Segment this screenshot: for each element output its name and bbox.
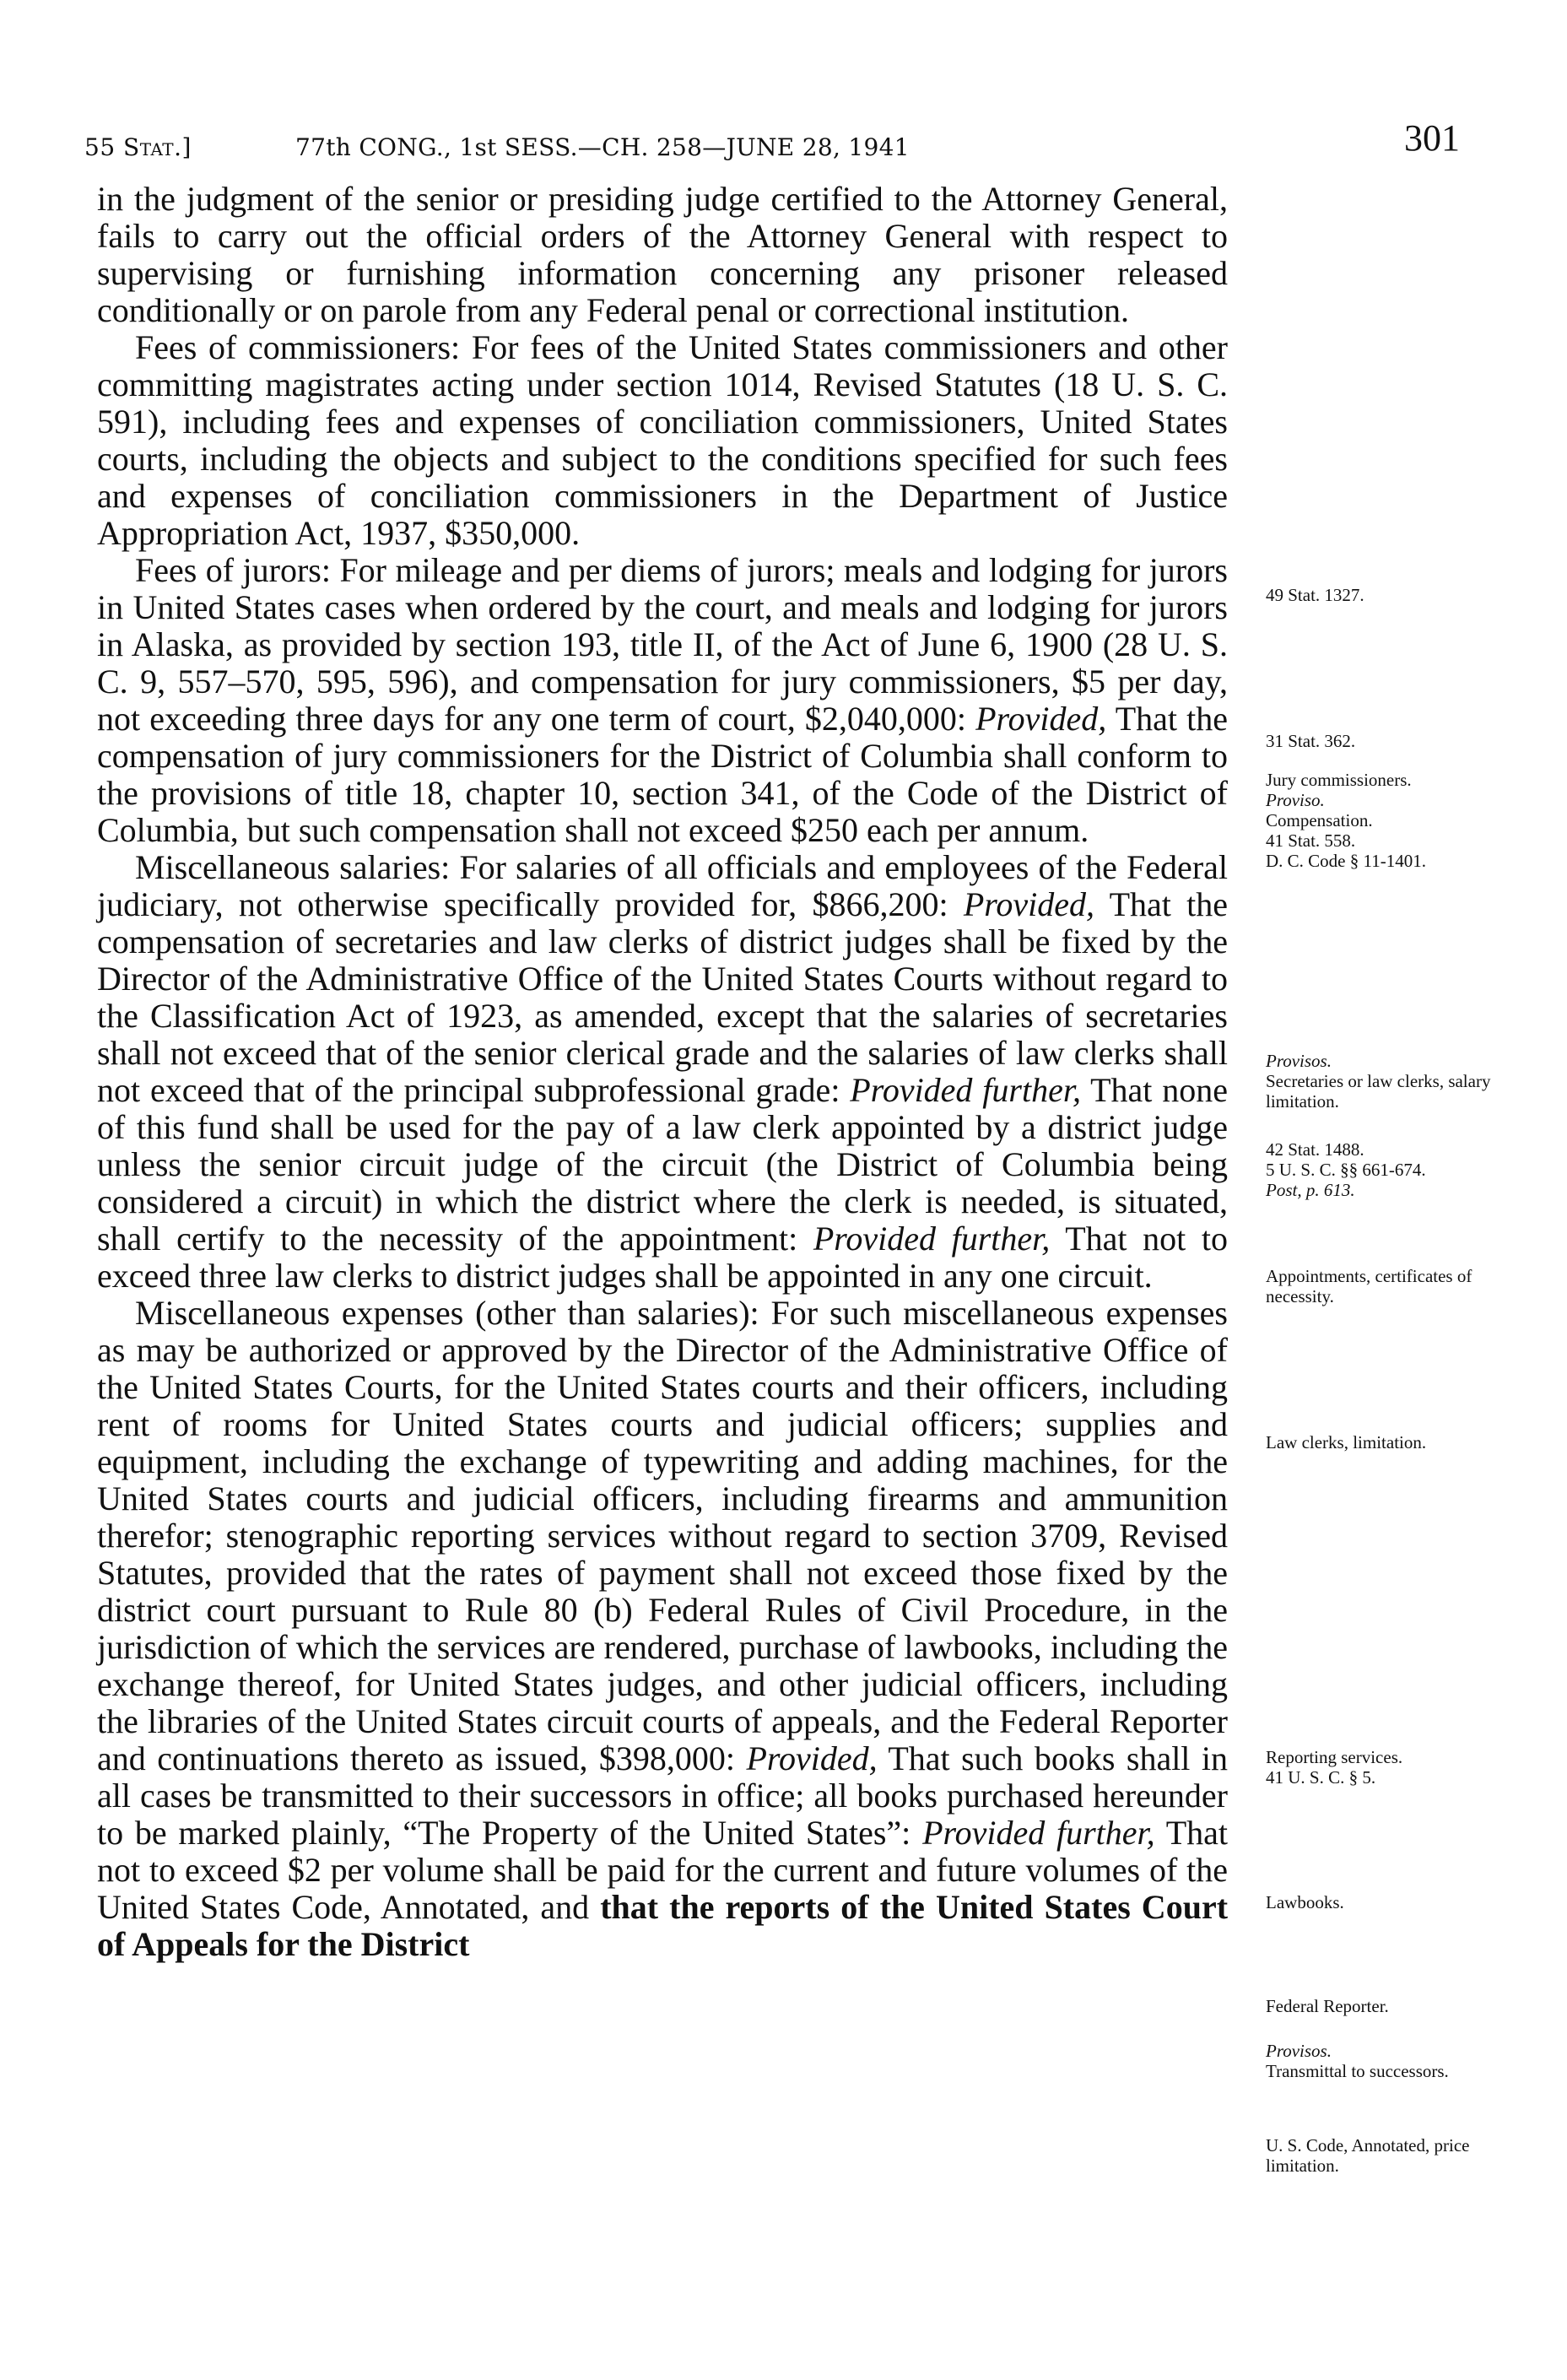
- margin-note-us-code: U. S. Code, Annotated, price limitation.: [1266, 2135, 1470, 2176]
- text-segment: Miscellaneous expenses (other than salaries): For such miscellaneous expenses as may be authorized or approved by the Director of the Administrative Office of the United States Courts, for the United States courts and their officers, including rent of rooms for United States courts and judicial officers; supplies and equipment, including the exchange of typewriting and adding machines, for the United States courts and judicial officers, including firearms and ammunition therefor; stenographic reporting services without regard to section 3709, Revised Statutes, provided that the rates of payment shall not exceed those fixed by the district court pursuant to Rule 80 (b) Federal Rules of Civil Procedure, in the jurisdiction of which the services are rendered, purchase of lawbooks, including the exchange thereof, for United States judges, and other judicial officers, including the libraries of the United States circuit courts of appeals, and the Federal Reporter and continuations thereto as issued, $398,000:: [97, 1294, 1228, 1777]
- proviso-marker: Provided,: [746, 1739, 878, 1777]
- text-segment-bold: that the reports of the United States Court of Appeals for the District: [97, 1888, 1229, 1963]
- page-header: [76, 116, 1460, 167]
- text-segment: That such books shall in all cases be transmitted to their successors in office; all books purchased hereunder to be marked plainly, “The Property of the United States”:: [97, 1739, 1228, 1852]
- text-segment: That not to exceed three law clerks to district judges shall be appointed in any one circuit.: [97, 1220, 1229, 1295]
- text-segment: That not to exceed $2 per volume shall be paid for the current and future volumes of the United States Code, Annotated, and: [97, 1814, 1229, 1926]
- margin-note-appointments: Appointments, certificates of necessity.: [1266, 1266, 1472, 1306]
- margin-note-49-stat: 49 Stat. 1327.: [1266, 585, 1364, 605]
- text-segment: That the compensation of secretaries and law clerks of district judges shall be fixed by the Director of the Administrative Office of the United States Courts without regard to the Classification Act of 1923, as amended, except that the salaries of secretaries shall not exceed that of the senior clerical grade and the salaries of law clerks shall not exceed that of the principal subprofessional grade:: [97, 885, 1229, 1109]
- running-head: 77th CONG., 1st SESS.—CH. 258—JUNE 28, 1941: [295, 133, 910, 161]
- proviso-marker: Provided further,: [850, 1071, 1081, 1109]
- margin-note-lawbooks: Lawbooks.: [1266, 1892, 1344, 1912]
- margin-note-reporting-services: Reporting services. 41 U. S. C. § 5.: [1266, 1747, 1403, 1788]
- text-segment: Miscellaneous salaries: For salaries of all officials and employees of the Federal judiciary, not otherwise specifically provided for, $866,200:: [97, 848, 1228, 923]
- paragraph-fees-of-jurors: [97, 552, 1228, 849]
- statute-text: [97, 181, 1228, 1963]
- text-segment: Fees of jurors: For mileage and per diems of jurors; meals and lodging for jurors in United States cases when ordered by the court, and meals and lodging for jurors in Alaska, as provided by section 193, title II, of the Act of June 6, 1900 (28 U. S. C. 9, 557–570, 595, 596), and compensation for jury commissioners, $5 per day, not exceeding three days for any one term of court, $2,040,000:: [97, 551, 1228, 738]
- proviso-marker: Provided further,: [922, 1814, 1155, 1852]
- margin-note-law-clerks: Law clerks, limitation.: [1266, 1432, 1427, 1452]
- margin-note-transmittal: Provisos. Transmittal to successors.: [1266, 2041, 1449, 2081]
- paragraph-miscellaneous-salaries: [97, 849, 1228, 1295]
- paragraph-fees-of-commissioners: Fees of commissioners: For fees of the United States commissioners and other committing magistrates acting under section 1014, Revised Statutes (18 U. S. C. 591), including fees and expenses of conciliation commissioners, United States courts, including the objects and subject to the conditions specified for such fees and expenses of conciliation commissioners in the Department of Justice Appropriation Act, 1937, $350,000.: [97, 328, 1228, 552]
- margin-note-31-stat: 31 Stat. 362.: [1266, 731, 1356, 751]
- text-segment: That the compensation of jury commissioners for the District of Columbia shall conform to the provisions of title 18, chapter 10, section 341, of the Code of the District of Columbia, but such compensation shall not exceed $250 each per annum.: [97, 700, 1228, 849]
- margin-note-jury-commissioners: Jury commissioners. Proviso. Compensation. 41 Stat. 558. D. C. Code § 11-1401.: [1266, 770, 1426, 871]
- paragraph-continuation: in the judgment of the senior or presiding judge certified to the Attorney General, fails to carry out the official orders of the Attorney General with respect to supervising or furnishing information concerning any prisoner released conditionally or on parole from any Federal penal or correctional institution.: [97, 180, 1228, 329]
- proviso-marker: Provided,: [975, 700, 1107, 738]
- margin-note-secretaries: Provisos. Secretaries or law clerks, salary limitation.: [1266, 1051, 1491, 1112]
- page-number: 301: [1404, 117, 1460, 159]
- text-segment: That none of this fund shall be used for the pay of a law clerk appointed by a district judge unless the senior circuit judge of the circuit (the District of Columbia being considered a circuit) in which the district where the clerk is needed, is situated, shall certify to the necessity of the appointment:: [97, 1071, 1229, 1258]
- margin-note-federal-reporter: Federal Reporter.: [1266, 1996, 1389, 2016]
- proviso-marker: Provided further,: [813, 1220, 1051, 1258]
- proviso-marker: Provided,: [963, 885, 1094, 923]
- margin-note-42-stat: 42 Stat. 1488. 5 U. S. C. §§ 661-674. Post, p. 613.: [1266, 1139, 1426, 1200]
- paragraph-miscellaneous-expenses: [97, 1295, 1228, 1963]
- volume-reference: 55 Stat.]: [84, 133, 192, 161]
